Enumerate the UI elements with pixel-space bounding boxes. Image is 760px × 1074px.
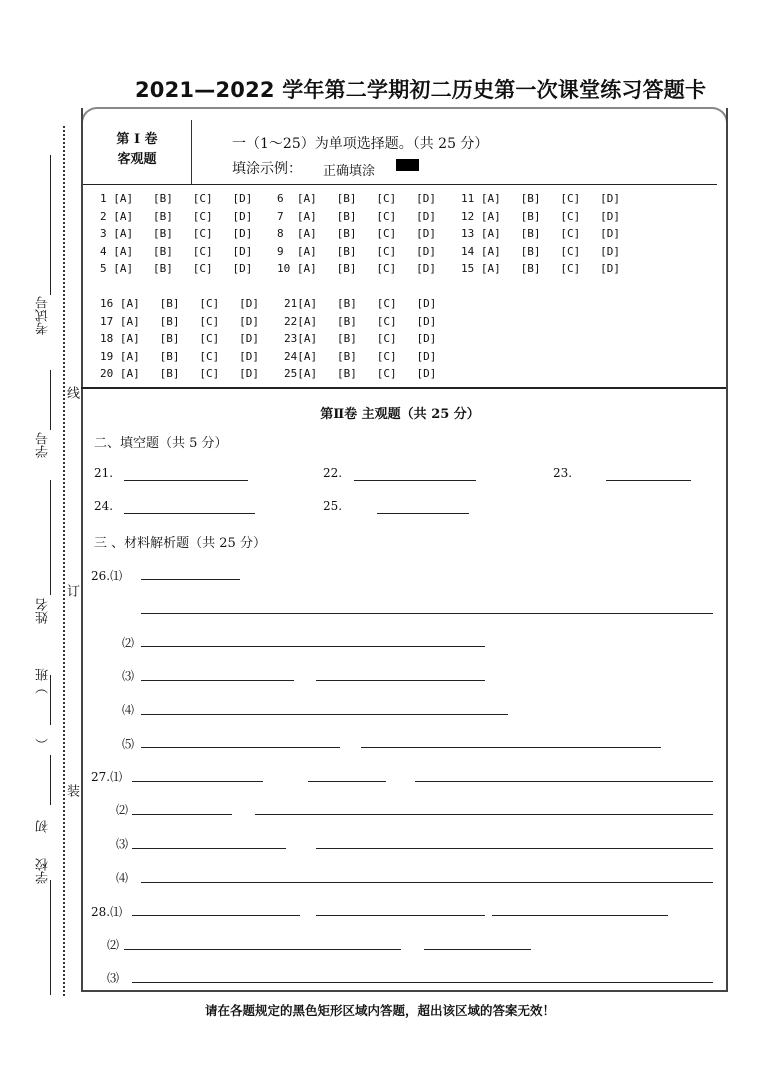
q23-label: 23. [553, 466, 573, 480]
mcq-row[interactable]: 23[A] [B] [C] [D] [284, 332, 437, 345]
q27-2-answer-line-2[interactable] [255, 814, 713, 815]
q25-label: 25. [323, 499, 343, 513]
q27-1-answer-line[interactable] [132, 781, 263, 782]
q26-2-label: ⑵ [122, 636, 135, 650]
class-paren-label: （ [36, 738, 51, 751]
section2-header: 第Ⅱ卷 主观题（共 25 分） [320, 407, 480, 422]
q28-3-answer-line[interactable] [132, 982, 713, 983]
school-label: 学校 [36, 858, 51, 884]
section1-instruction: 一（1～25）为单项选择题。（共 25 分） [232, 136, 489, 152]
q22-answer-line[interactable] [354, 480, 476, 481]
grade-field[interactable] [50, 755, 51, 805]
mcq-row[interactable]: 8 [A] [B] [C] [D] [277, 227, 436, 240]
mcq-row[interactable]: 5 [A] [B] [C] [D] [100, 262, 253, 275]
mcq-row[interactable]: 25[A] [B] [C] [D] [284, 367, 437, 380]
mcq-row[interactable]: 15 [A] [B] [C] [D] [461, 262, 620, 275]
q28-3-label: ⑶ [107, 971, 120, 985]
mcq-row[interactable]: 17 [A] [B] [C] [D] [100, 314, 259, 328]
mcq-row[interactable]: 18 [A] [B] [C] [D] [100, 332, 259, 345]
mcq-row[interactable]: 2 [A] [B] [C] [D] [100, 209, 253, 223]
q27-2-label: ⑵ [116, 803, 129, 817]
mcq-row[interactable]: 16 [A] [B] [C] [D] [100, 297, 259, 310]
q27-1-answer-line-2[interactable] [308, 781, 386, 782]
school-field[interactable] [50, 880, 51, 995]
q26-5-label: ⑸ [122, 737, 135, 751]
fill-example-label: 填涂示例： [232, 161, 302, 177]
q22-label: 22. [323, 466, 343, 480]
binding-dotted-line [63, 126, 65, 996]
q26-4-label: ⑷ [122, 703, 135, 717]
q28-2-answer-line-2[interactable] [424, 949, 531, 950]
mcq-row[interactable]: 3 [A] [B] [C] [D] [100, 227, 253, 240]
q28-1-answer-line[interactable] [132, 915, 300, 916]
mcq-row[interactable]: 9 [A] [B] [C] [D] [277, 244, 436, 258]
mcq-row[interactable]: 12 [A] [B] [C] [D] [461, 209, 620, 223]
q26-1-answer-line-2[interactable] [141, 613, 713, 614]
q28-label: 28.⑴ [91, 905, 123, 919]
mcq-row[interactable]: 21[A] [B] [C] [D] [284, 297, 437, 310]
mcq-row[interactable]: 10 [A] [B] [C] [D] [277, 262, 436, 275]
fill-example-correct: 正确填涂 [323, 164, 376, 179]
footer-notice: 请在各题规定的黑色矩形区域内答题，超出该区域的答案无效！ [204, 1003, 555, 1018]
q26-5-answer-line-2[interactable] [361, 747, 661, 748]
q26-2-answer-line[interactable] [141, 646, 485, 647]
q27-1-answer-line-3[interactable] [415, 781, 713, 782]
mcq-row[interactable]: 24[A] [B] [C] [D] [284, 349, 437, 363]
q21-answer-line[interactable] [124, 480, 248, 481]
q26-4-answer-line[interactable] [141, 714, 508, 715]
mcq-row[interactable]: 6 [A] [B] [C] [D] [277, 192, 436, 205]
q27-3-label: ⑶ [116, 837, 129, 851]
q26-label: 26.⑴ [91, 569, 123, 583]
fill-sample-mark [396, 159, 419, 171]
class-label: ）班 [36, 668, 51, 694]
q27-4-answer-line[interactable] [141, 882, 713, 883]
exam-no-field[interactable] [50, 155, 51, 295]
page-title: 2021—2022 学年第二学期初二历史第一次课堂练习答题卡 [135, 78, 707, 102]
q21-label: 21. [94, 466, 114, 480]
q27-label: 27.⑴ [91, 770, 123, 784]
material-title: 三 、材料解析题（共 25 分） [94, 536, 266, 551]
mcq-row[interactable]: 7 [A] [B] [C] [D] [277, 209, 436, 223]
q26-3-answer-line-2[interactable] [316, 680, 485, 681]
q23-answer-line[interactable] [606, 480, 691, 481]
q26-3-answer-line[interactable] [141, 680, 294, 681]
q28-1-answer-line-3[interactable] [492, 915, 668, 916]
seal-zhuang-label: 装 [64, 784, 79, 797]
mcq-row[interactable]: 1 [A] [B] [C] [D] [100, 192, 253, 205]
seal-ding-label: 订 [64, 584, 79, 597]
q26-1-answer-line[interactable] [141, 579, 240, 580]
q26-3-label: ⑶ [122, 669, 135, 683]
q28-1-answer-line-2[interactable] [316, 915, 485, 916]
q27-4-label: ⑷ [116, 871, 129, 885]
mcq-row[interactable]: 4 [A] [B] [C] [D] [100, 244, 253, 258]
name-field[interactable] [50, 480, 51, 595]
mcq-row[interactable]: 19 [A] [B] [C] [D] [100, 349, 259, 363]
q25-answer-line[interactable] [377, 513, 469, 514]
student-no-label: 学号 [36, 432, 51, 458]
section2-divider [81, 387, 726, 389]
q27-3-answer-line-2[interactable] [316, 848, 713, 849]
mcq-row[interactable]: 13 [A] [B] [C] [D] [461, 227, 620, 240]
q28-2-answer-line[interactable] [124, 949, 401, 950]
mcq-row[interactable]: 22[A] [B] [C] [D] [284, 314, 437, 328]
mcq-row[interactable]: 14 [A] [B] [C] [D] [461, 244, 620, 258]
class-field[interactable] [50, 675, 51, 725]
q26-5-answer-line[interactable] [141, 747, 340, 748]
section1-divider [83, 184, 717, 185]
seal-line-label: 线 [64, 386, 79, 399]
fill-blank-title: 二、填空题（共 5 分） [94, 436, 228, 451]
section1-label-line2: 客观题 [117, 152, 157, 167]
section1-label-box [83, 120, 192, 184]
grade-label: 初 [36, 820, 51, 833]
q27-2-answer-line[interactable] [132, 814, 232, 815]
name-label: 姓名 [36, 598, 51, 624]
section1-label-line1: 第 I 卷 [116, 132, 158, 147]
q24-label: 24. [94, 499, 114, 513]
mcq-row[interactable]: 20 [A] [B] [C] [D] [100, 367, 259, 380]
mcq-row[interactable]: 11 [A] [B] [C] [D] [461, 192, 620, 205]
exam-no-label: 考试号 [36, 296, 51, 335]
q27-3-answer-line[interactable] [132, 848, 286, 849]
q28-2-label: ⑵ [107, 938, 120, 952]
q24-answer-line[interactable] [124, 513, 255, 514]
